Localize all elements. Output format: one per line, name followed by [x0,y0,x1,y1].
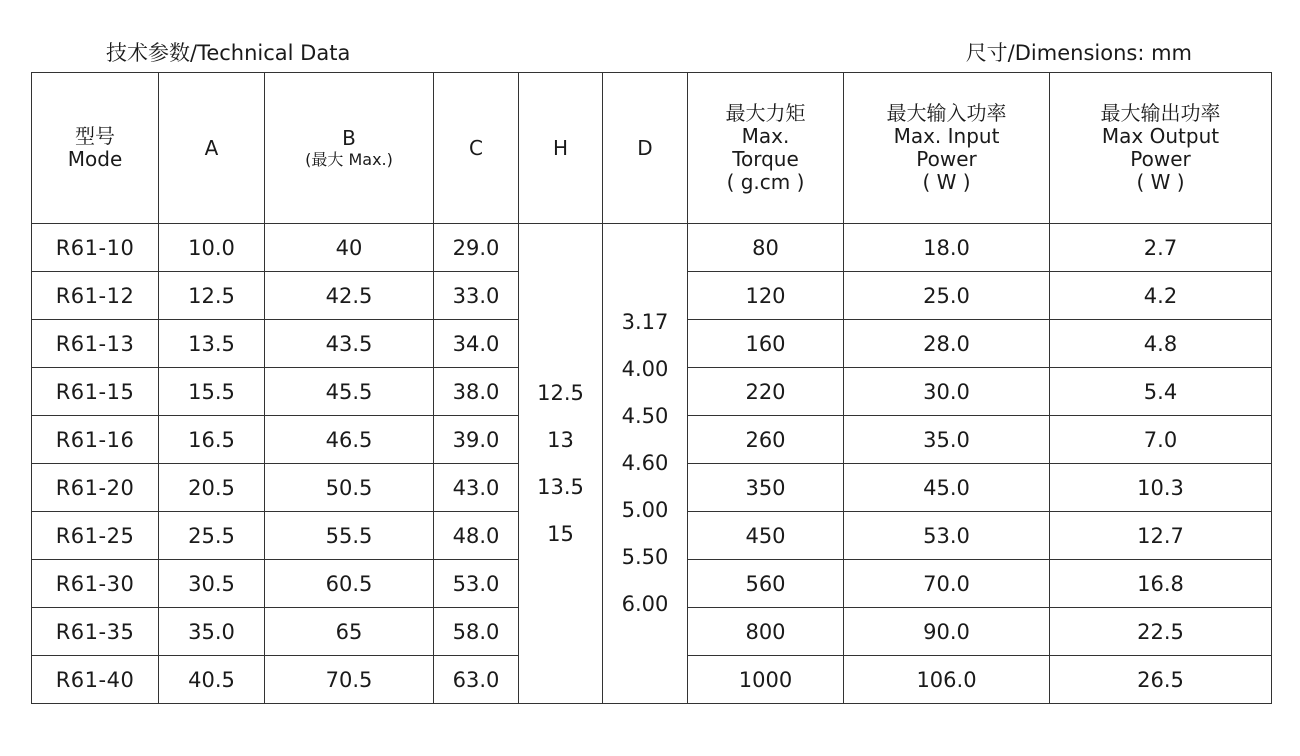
cell-b: 50.5 [265,464,434,512]
cell-model: R61-13 [32,320,159,368]
header-torque-unit: ( g.cm ) [726,170,805,194]
cell-b: 43.5 [265,320,434,368]
header-model-cn: 型号 [75,124,115,148]
header-b [265,73,434,224]
cell-c: 29.0 [434,224,519,272]
cell-model: R61-15 [32,368,159,416]
header-a: A [159,73,265,224]
cell-model: R61-35 [32,608,159,656]
cell-output-power: 12.7 [1050,512,1272,560]
cell-torque: 450 [688,512,844,560]
cell-b: 55.5 [265,512,434,560]
header-torque-en2: Torque [732,147,799,171]
header-model [32,73,159,224]
cell-model: R61-12 [32,272,159,320]
cell-torque: 120 [688,272,844,320]
cell-output-power: 7.0 [1050,416,1272,464]
header-torque-en1: Max. [741,124,790,148]
header-torque-cn: 最大力矩 [725,101,806,125]
cell-c: 58.0 [434,608,519,656]
cell-a: 25.5 [159,512,265,560]
cell-torque: 160 [688,320,844,368]
header-input-cn: 最大输入功率 [886,101,1007,125]
cell-input-power: 25.0 [844,272,1050,320]
cell-a: 13.5 [159,320,265,368]
h-value: 13.5 [537,474,584,499]
cell-a: 30.5 [159,560,265,608]
cell-output-power: 26.5 [1050,656,1272,704]
cell-torque: 1000 [688,656,844,704]
cell-torque: 800 [688,608,844,656]
dimensions-caption: 尺寸/Dimensions: mm [965,41,1192,65]
header-torque [688,73,844,224]
cell-output-power: 4.8 [1050,320,1272,368]
cell-c: 33.0 [434,272,519,320]
header-input-unit: ( W ) [922,170,971,194]
cell-c: 43.0 [434,464,519,512]
header-row [32,73,1272,224]
d-value: 5.00 [621,498,669,522]
cell-a: 15.5 [159,368,265,416]
cell-a: 35.0 [159,608,265,656]
header-c: C [434,73,519,224]
cell-b: 40 [265,224,434,272]
cell-model: R61-30 [32,560,159,608]
cell-input-power: 90.0 [844,608,1050,656]
cell-h-values [519,224,603,704]
d-value: 5.50 [621,545,669,569]
cell-input-power: 106.0 [844,656,1050,704]
h-value: 15 [547,521,574,546]
cell-model: R61-10 [32,224,159,272]
cell-torque: 560 [688,560,844,608]
cell-b: 42.5 [265,272,434,320]
cell-model: R61-16 [32,416,159,464]
cell-output-power: 5.4 [1050,368,1272,416]
cell-model: R61-20 [32,464,159,512]
cell-model: R61-25 [32,512,159,560]
header-output-unit: ( W ) [1136,170,1185,194]
d-value: 6.00 [621,592,669,616]
d-value: 3.17 [621,310,669,334]
technical-data-table [31,72,1272,704]
cell-input-power: 70.0 [844,560,1050,608]
cell-a: 12.5 [159,272,265,320]
cell-a: 20.5 [159,464,265,512]
header-h: H [519,73,603,224]
cell-torque: 220 [688,368,844,416]
cell-c: 63.0 [434,656,519,704]
cell-output-power: 2.7 [1050,224,1272,272]
cell-a: 10.0 [159,224,265,272]
cell-input-power: 30.0 [844,368,1050,416]
cell-b: 46.5 [265,416,434,464]
cell-input-power: 45.0 [844,464,1050,512]
header-b-note: (最大 Max.) [305,149,393,169]
header-input-en2: Power [916,147,977,171]
cell-output-power: 22.5 [1050,608,1272,656]
header-d: D [603,73,688,224]
cell-c: 34.0 [434,320,519,368]
cell-c: 38.0 [434,368,519,416]
h-value: 13 [547,427,574,452]
cell-d-values [603,224,688,704]
cell-output-power: 16.8 [1050,560,1272,608]
cell-c: 53.0 [434,560,519,608]
cell-a: 16.5 [159,416,265,464]
cell-input-power: 53.0 [844,512,1050,560]
cell-torque: 260 [688,416,844,464]
cell-torque: 350 [688,464,844,512]
h-value: 12.5 [537,380,584,405]
header-output-en2: Power [1130,147,1191,171]
cell-a: 40.5 [159,656,265,704]
header-output-en1: Max Output [1101,124,1220,148]
cell-input-power: 35.0 [844,416,1050,464]
table-body [32,224,1272,704]
header-input-power [844,73,1050,224]
header-output-cn: 最大输出功率 [1100,101,1221,125]
header-model-en: Mode [67,147,123,171]
header-b-letter: B [342,125,356,150]
d-value: 4.00 [621,357,669,381]
d-value: 4.50 [621,404,669,428]
cell-c: 39.0 [434,416,519,464]
cell-input-power: 18.0 [844,224,1050,272]
cell-model: R61-40 [32,656,159,704]
cell-b: 70.5 [265,656,434,704]
cell-output-power: 10.3 [1050,464,1272,512]
cell-input-power: 28.0 [844,320,1050,368]
header-input-en1: Max. Input [893,124,1000,148]
table-row [32,224,1272,272]
cell-b: 60.5 [265,560,434,608]
cell-torque: 80 [688,224,844,272]
cell-c: 48.0 [434,512,519,560]
cell-output-power: 4.2 [1050,272,1272,320]
cell-b: 45.5 [265,368,434,416]
header-output-power [1050,73,1272,224]
cell-b: 65 [265,608,434,656]
technical-data-caption: 技术参数/Technical Data [106,41,351,65]
d-value: 4.60 [621,451,669,475]
